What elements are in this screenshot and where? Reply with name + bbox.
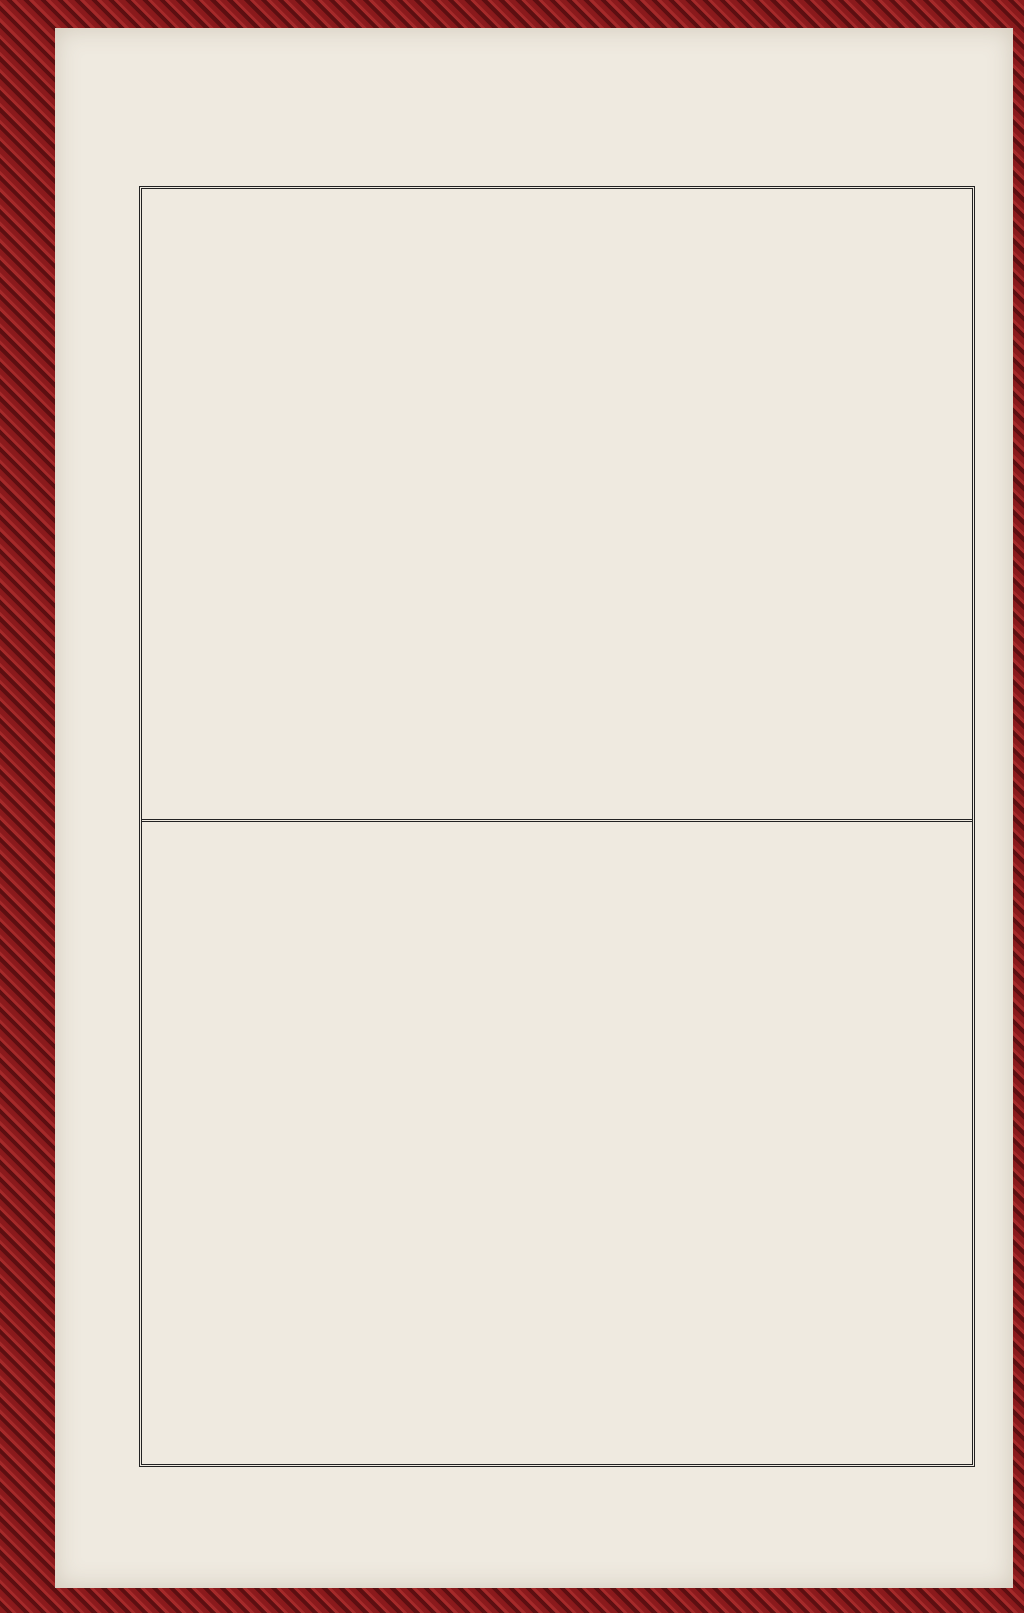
second-half-year <box>142 819 972 1467</box>
first-half-year <box>142 189 972 817</box>
calendar-grid <box>139 186 975 1467</box>
calendar-page <box>55 28 1013 1588</box>
